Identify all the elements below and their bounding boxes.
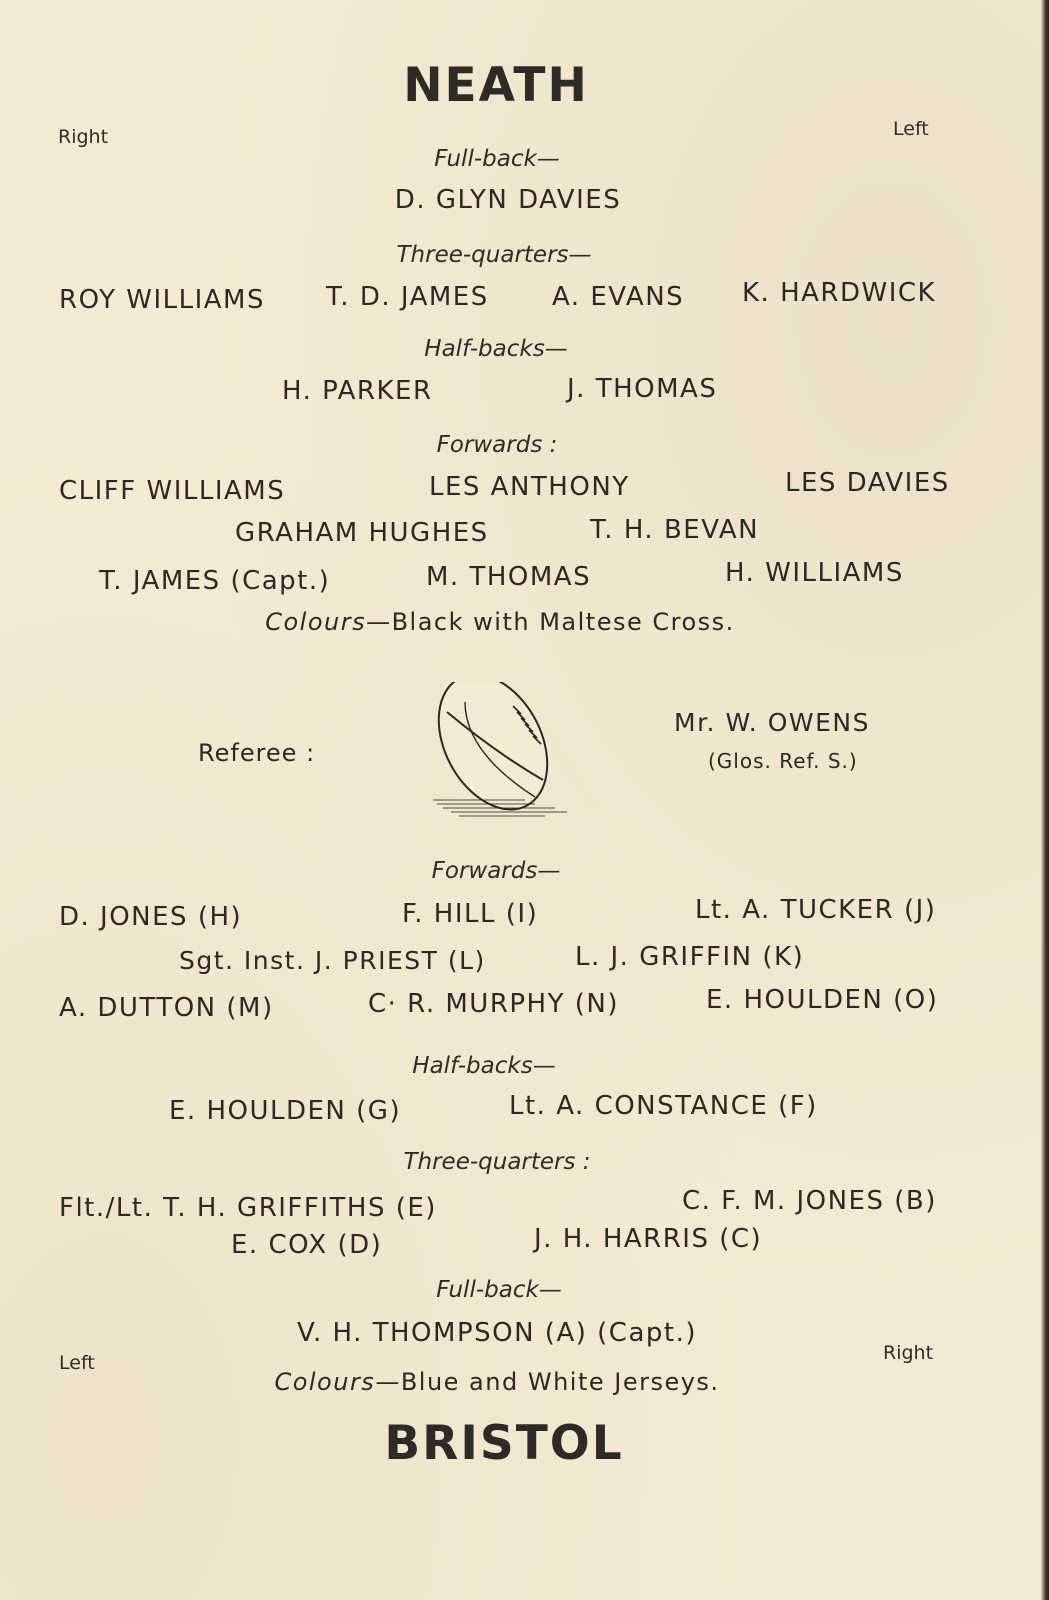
away-halfback-player: E. HOULDEN (G) [169, 1096, 402, 1126]
home-forwards-heading: Forwards : [436, 432, 558, 458]
away-forward-player: C· R. MURPHY (N) [368, 989, 619, 1019]
rugby-ball-icon [425, 682, 575, 831]
home-forward-player: T. H. BEVAN [590, 515, 760, 545]
home-colours [265, 608, 735, 636]
away-threequarter-player: J. H. HARRIS (C) [534, 1224, 763, 1254]
away-forward-player: D. JONES (H) [59, 902, 243, 932]
home-fullback-heading: Full-back— [434, 146, 560, 172]
away-threequarter-player: E. COX (D) [231, 1230, 383, 1260]
home-team-title: NEATH [403, 58, 589, 113]
away-colours [274, 1368, 719, 1396]
home-left-label: Left [893, 118, 929, 140]
home-right-label: Right [58, 126, 109, 148]
home-threequarters-heading: Three-quarters— [396, 242, 592, 268]
home-threequarter-player: T. D. JAMES [326, 282, 489, 312]
referee-name: Mr. W. OWENS [674, 708, 870, 737]
away-right-label: Right [883, 1342, 934, 1364]
home-threequarter-player: ROY WILLIAMS [59, 285, 265, 315]
away-fullback-heading: Full-back— [436, 1277, 562, 1303]
home-fullback-player: D. GLYN DAVIES [394, 185, 622, 215]
away-left-label: Left [59, 1352, 95, 1374]
home-colours-text: —Black with Maltese Cross. [366, 608, 735, 636]
referee-society: (Glos. Ref. S.) [708, 749, 858, 773]
away-forward-player: A. DUTTON (M) [59, 993, 274, 1023]
home-threequarter-player: A. EVANS [552, 282, 685, 312]
home-forward-player: CLIFF WILLIAMS [59, 476, 286, 506]
home-halfbacks-heading: Half-backs— [424, 336, 568, 362]
home-threequarter-player: K. HARDWICK [742, 278, 937, 308]
away-halfback-player: Lt. A. CONSTANCE (F) [509, 1091, 818, 1121]
home-forward-player: T. JAMES (Capt.) [99, 566, 331, 596]
away-forwards-heading: Forwards— [431, 858, 561, 884]
home-forward-player: GRAHAM HUGHES [235, 518, 489, 548]
away-forward-player: F. HILL (I) [402, 899, 539, 929]
home-forward-player: H. WILLIAMS [725, 558, 904, 588]
referee-label: Referee : [198, 739, 316, 767]
away-colours-label: Colours [274, 1368, 376, 1396]
home-forward-player: M. THOMAS [426, 562, 592, 592]
away-fullback-player: V. H. THOMPSON (A) (Capt.) [297, 1318, 697, 1348]
away-forward-player: L. J. GRIFFIN (K) [575, 942, 805, 972]
away-threequarter-player: Flt./Lt. T. H. GRIFFITHS (E) [59, 1193, 437, 1223]
away-threequarters-heading: Three-quarters : [403, 1149, 591, 1175]
away-threequarter-player: C. F. M. JONES (B) [682, 1186, 937, 1216]
home-halfback-player: H. PARKER [282, 376, 433, 406]
page-edge [1041, 0, 1049, 1600]
home-colours-label: Colours [265, 608, 367, 636]
home-forward-player: LES DAVIES [785, 468, 950, 498]
away-forward-player: Sgt. Inst. J. PRIEST (L) [179, 946, 486, 975]
away-team-title: BRISTOL [384, 1416, 624, 1471]
away-halfbacks-heading: Half-backs— [412, 1053, 556, 1079]
away-forward-player: Lt. A. TUCKER (J) [695, 895, 937, 925]
away-forward-player: E. HOULDEN (O) [706, 985, 939, 1015]
away-colours-text: —Blue and White Jerseys. [375, 1368, 720, 1396]
home-forward-player: LES ANTHONY [429, 472, 630, 502]
home-halfback-player: J. THOMAS [567, 374, 718, 404]
